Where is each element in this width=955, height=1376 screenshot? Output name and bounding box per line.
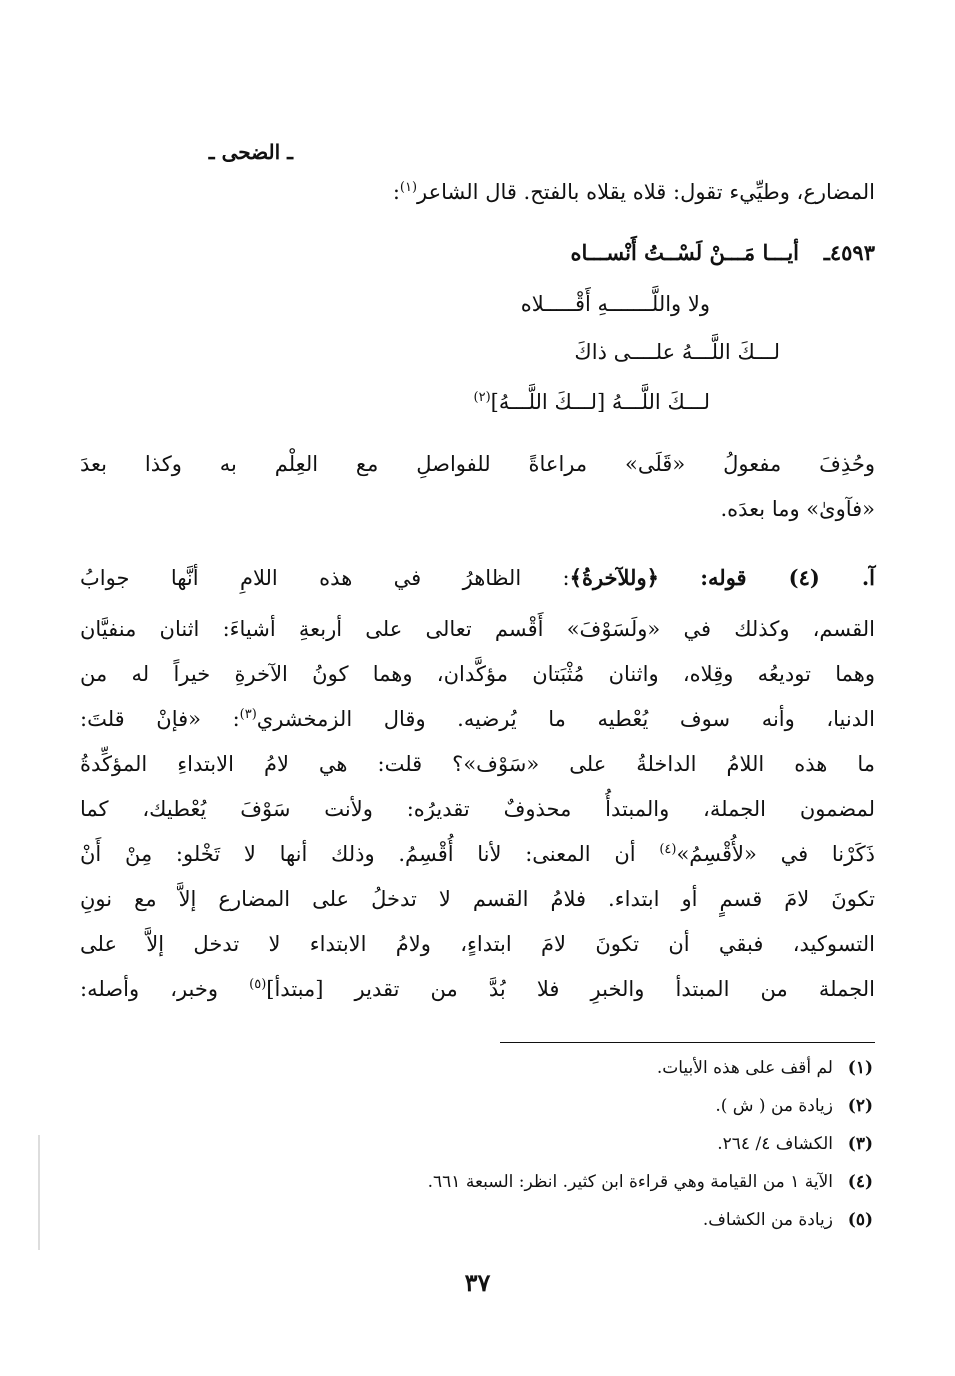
text-segment: : «فإنْ قلتَ:: [80, 707, 240, 731]
footnote: [428, 1172, 873, 1192]
verse-hemistich: لـــكَ اللَّـــهُ علــــى ذاكَ: [574, 340, 780, 364]
quran-quote: ﴿وللآخرةُ﴾: [569, 565, 659, 590]
footnote-marker: (٣): [239, 707, 257, 722]
footnote-text: الكشاف ٤/ ٢٦٤.: [717, 1134, 833, 1154]
verse-line: [521, 292, 710, 316]
footnote-marker: (٢): [473, 390, 491, 405]
footnote-text: زيادة من الكشاف.: [702, 1210, 833, 1230]
verse-line: [571, 240, 875, 265]
verse-line: [574, 340, 780, 364]
text-segment: : الظاهرُ في هذه اللامِ أنَّها جوابُ: [80, 566, 570, 590]
text-line: التسوكيد، فبقي أن تكونَ لامَ ابتداءٍ، ولامُ الابتداء لا تدخل إلاَّ على: [80, 932, 875, 956]
text-line: [80, 565, 875, 590]
text-line: لمضمون الجملة، والمبتدأُ محذوفٌ تقديرُه: ولأنت سَوْفَ يُعْطيك، كما: [80, 797, 875, 821]
section-marker: آ. (٤) قوله:: [700, 565, 875, 590]
verse-hemistich: لـــكَ اللَّـــهُ [لـــكَ اللَّـــهُ]: [490, 390, 710, 414]
text-segment: أن المعنى: لأنا أُقْسِمُ. وذلك أنها لا تَخْلو: مِنْ أَنْ: [80, 842, 660, 866]
text-line: وحُذِفَ مفعولُ «قَلَى» مراعاةً للفواصلِ مع العِلْم به وكذا بعدَ: [80, 452, 875, 476]
verse-line: [474, 390, 710, 414]
footnote-divider: [500, 1042, 875, 1043]
text-line: [80, 707, 875, 731]
text-line: [393, 180, 875, 204]
footnote: [715, 1096, 873, 1116]
scan-margin-mark: [38, 1135, 40, 1250]
running-title: ـ الضحى ـ: [208, 140, 293, 164]
page-number: ٣٧: [464, 1268, 491, 1297]
footnote-number: (٤): [847, 1172, 873, 1192]
footnote: [657, 1058, 873, 1078]
footnote-marker: (٤): [659, 842, 677, 857]
text-segment: :: [392, 180, 400, 204]
text-line: [80, 842, 875, 866]
text-line: القسم، وكذلك في «ولَسَوْفَ» أَقْسم تعالى على أربعةِ أشياءَ: اثنان منفيَّان: [80, 617, 875, 641]
text-segment: المضارع، وطيِّيء تقول: قلاه يقلاه بالفتح. قال الشاعر: [417, 180, 875, 204]
footnote-number: (٣): [847, 1134, 873, 1154]
footnote-text: الآية ١ من القيامة وهي قراءة ابن كثير. انظر: السبعة ٦٦١.: [427, 1172, 833, 1192]
footnote-marker: (٥): [249, 977, 267, 992]
text-line: تكونَ لامَ قسمٍ أو ابتداء. فلامُ القسم لا تدخلُ على المضارع إلاَّ مع نونِ: [80, 887, 875, 911]
text-segment: الدنيا، وأنه سوف يُعْطيه ما يُرضيه. وقال الزمخشري: [256, 707, 875, 731]
text-line: «فآوىٰ» وما بعدَه.: [720, 497, 875, 521]
text-line: [80, 977, 875, 1001]
footnote: [703, 1210, 873, 1230]
footnote-text: زيادة من ( ش ).: [715, 1096, 833, 1116]
verse-hemistich: ولا واللَّـــــــهِ أَقْـــــلاه: [520, 292, 710, 316]
text-segment: وخبر، وأصله:: [80, 977, 250, 1001]
text-segment: الجملة من المبتدأ والخبرِ فلا بُدَّ من تقدير [مبتدأ]: [266, 977, 875, 1001]
footnote-text: لم أقف على هذه الأبيات.: [656, 1058, 833, 1078]
text-line: وهما توديعُه وقِلاه، واثنان مُثْبَتان مؤكَّدان، وهما كونُ الآخرةِ خيراً له من: [80, 662, 875, 686]
footnote-marker: (١): [399, 180, 418, 195]
footnote-number: (١): [847, 1058, 873, 1078]
footnote: [717, 1134, 873, 1154]
footnote-number: (٢): [847, 1096, 873, 1116]
verse-number: ٤٥٩٣ـ: [823, 240, 875, 265]
footnote-number: (٥): [847, 1210, 873, 1230]
text-line: ما هذه اللامُ الداخلةُ على «سَوْف»؟ قلت: هي لامُ الابتداءِ المؤكِّدةُ: [80, 752, 875, 776]
verse-hemistich: أيـــا مَـــنْ لَسْــتُ أَنْســـاه: [570, 240, 800, 265]
text-segment: ذَكَرْنا في «لأُقْسِمُ»: [676, 842, 876, 866]
